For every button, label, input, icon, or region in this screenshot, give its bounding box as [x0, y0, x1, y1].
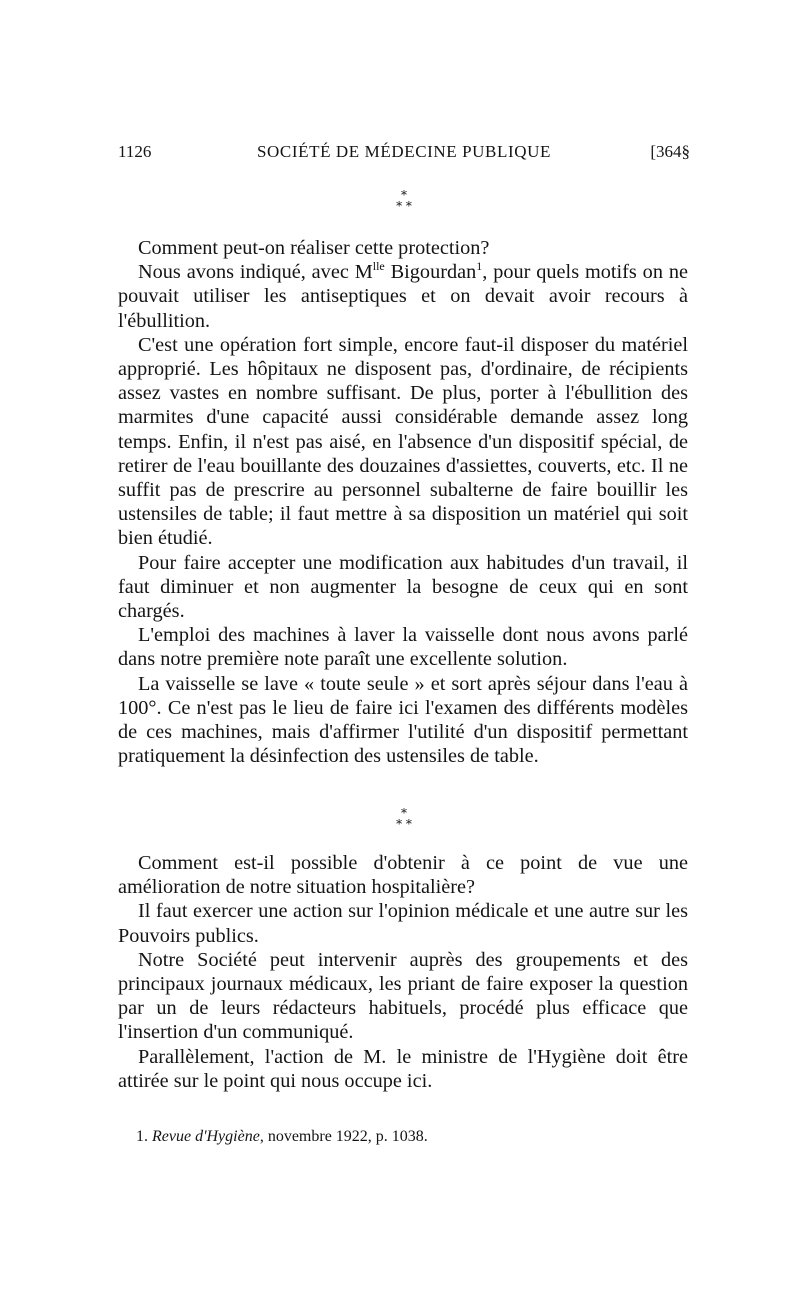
- paragraph: Notre Société peut intervenir auprès des groupements et des principaux journaux médicaux, les priant de faire exposer la question par un de leurs rédacteurs habituels, procédé plus efficace que l'insertion d'un communiqué.: [118, 948, 688, 1044]
- page-number: 1126: [118, 142, 152, 161]
- footnote-journal: Revue d'Hygiène: [152, 1128, 260, 1145]
- footnote-number: 1.: [136, 1128, 148, 1145]
- asterism-top: *: [401, 806, 407, 820]
- paragraph: Pour faire accepter une modification aux habitudes d'un travail, il faut diminuer et non augmenter la besogne de ceux qui en sont chargés.: [118, 551, 688, 623]
- paragraph: Il faut exercer une action sur l'opinion médicale et une autre sur les Pouvoirs publics.: [118, 900, 688, 947]
- footnote-rest: , novembre 1922, p. 1038.: [259, 1128, 428, 1145]
- footnote-ref: 1: [476, 259, 483, 274]
- paragraph: Comment peut-on réaliser cette protection?: [138, 237, 490, 259]
- asterism-separator: [118, 808, 690, 830]
- asterism-bottom: * *: [396, 817, 412, 831]
- running-header: [118, 142, 690, 166]
- asterism-bottom: * *: [396, 199, 412, 213]
- paragraph: L'emploi des machines à laver la vaisselle dont nous avons parlé dans notre première note paraît une excellente solution.: [118, 624, 688, 671]
- section-1-text: [118, 236, 688, 768]
- section-2-text: [118, 851, 688, 1093]
- section-reference: [364§: [650, 142, 690, 161]
- asterism-top: *: [401, 188, 407, 202]
- paragraph: La vaisselle se lave « toute seule » et sort après séjour dans l'eau à 100°. Ce n'est pas le lieu de faire ici l'examen des différents modèles de ces machines, mais d'affirmer l'utilité d'un dispositif permettant pratiquement la désinfection des ustensiles de table.: [118, 672, 688, 768]
- paragraph: Comment est-il possible d'obtenir à ce point de vue une amélioration de notre situation hospitalière?: [118, 852, 688, 899]
- paragraph: C'est une opération fort simple, encore faut-il disposer du matériel approprié. Les hôpitaux ne disposent pas, d'ordinaire, de récipients assez vastes en nombre suffisant. De plus, porter à l'ébullition des marmites d'une capacité aussi considérable demande assez long temps. Enfin, il n'est pas aisé, en l'absence d'un dispositif spécial, de retirer de l'eau bouillante des douzaines d'assiettes, couverts, etc. Il ne suffit pas de prescrire au personnel subalterne de faire bouillir les ustensiles de table; il faut mettre à sa disposition un matériel qui soit bien étudié.: [118, 333, 688, 550]
- footnote: [136, 1128, 428, 1146]
- running-title: SOCIÉTÉ DE MÉDECINE PUBLIQUE: [257, 142, 551, 161]
- paragraph: Parallèlement, l'action de M. le ministre de l'Hygiène doit être attirée sur le point qui nous occupe ici.: [118, 1045, 688, 1092]
- asterism-separator: [118, 190, 690, 212]
- paragraph-with-note: Nous avons indiqué, avec $M^{lle}$ Bigourdan$^1$, pour quels motifs on ne pouvait utiliser les antiseptiques et on devait avoir recours à l'ébullition.: [118, 259, 688, 332]
